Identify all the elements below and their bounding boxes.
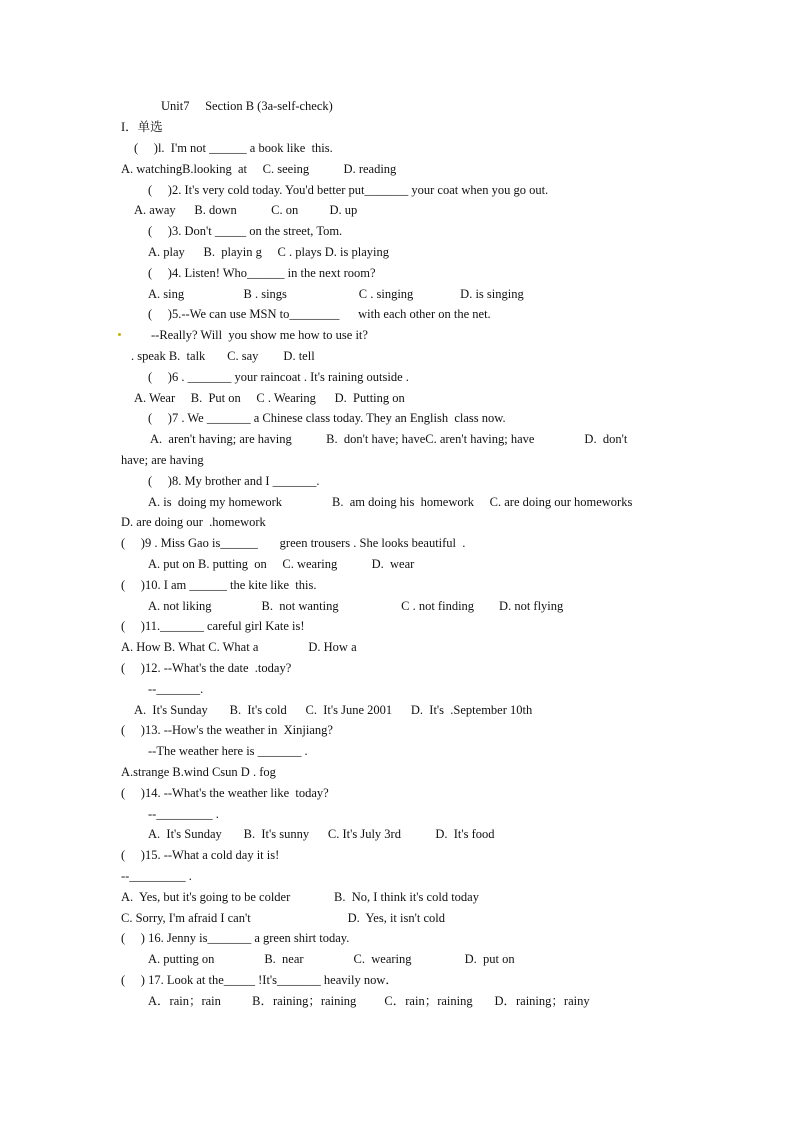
- q12-options: A. It's Sunday B. It's cold C. It's June 2001 D. It's .September 10th: [134, 703, 533, 717]
- q17-options: A．rain；rain B．raining；raining C．rain；raining D．raining；rainy: [148, 994, 590, 1008]
- page-title: Unit7 Section B (3a-self-check): [161, 99, 333, 113]
- q7-options: A. aren't having; are having B. don't have; haveC. aren't having; have D. don't: [150, 432, 628, 446]
- q4-options: A. sing B . sings C . singing D. is singing: [148, 287, 524, 301]
- q12-blank: --_______.: [148, 682, 204, 696]
- q4-stem: ( )4. Listen! Who______ in the next room?: [148, 266, 376, 280]
- q1-stem: ( )l. I'm not ______ a book like this.: [134, 141, 333, 155]
- q8-options: A. is doing my homework B. am doing his homework C. are doing our homeworks: [148, 495, 633, 509]
- q10-stem: ( )10. I am ______ the kite like this.: [121, 578, 317, 592]
- q6-stem: ( )6 . _______ your raincoat . It's raining outside .: [148, 370, 409, 384]
- q9-options: A. put on B. putting on C. wearing D. wear: [148, 557, 415, 571]
- q15-blank: --_________ .: [121, 869, 192, 883]
- q10-options: A. not liking B. not wanting C . not finding D. not flying: [148, 599, 564, 613]
- q3-options: A. play B. playin g C . plays D. is playing: [148, 245, 389, 259]
- q7-stem: ( )7 . We _______ a Chinese class today. They an English class now.: [148, 411, 506, 425]
- q13-stem: ( )13. --How's the weather in Xinjiang?: [121, 723, 333, 737]
- q5-options: . speak B. talk C. say D. tell: [131, 349, 315, 363]
- section-heading: I．单选: [121, 120, 163, 134]
- q14-blank: --_________ .: [148, 807, 219, 821]
- q2-options: A. away B. down C. on D. up: [134, 203, 358, 217]
- q9-stem: ( )9 . Miss Gao is______ green trousers . She looks beautiful .: [121, 536, 466, 550]
- q2-stem: ( )2. It's very cold today. You'd better put_______ your coat when you go out.: [148, 183, 549, 197]
- q6-options: A. Wear B. Put on C . Wearing D. Putting on: [134, 391, 405, 405]
- q3-stem: ( )3. Don't _____ on the street, Tom.: [148, 224, 343, 238]
- q8-options-cont: D. are doing our .homework: [121, 515, 266, 529]
- q16-stem: ( ) 16. Jenny is_______ a green shirt today.: [121, 931, 350, 945]
- q15-options: A. Yes, but it's going to be colder B. No, I think it's cold today: [121, 890, 479, 904]
- q14-options: A. It's Sunday B. It's sunny C. It's July 3rd D. It's food: [148, 827, 495, 841]
- q8-stem: ( )8. My brother and I _______.: [148, 474, 320, 488]
- q1-options: A. watchingB.looking at C. seeing D. reading: [121, 162, 397, 176]
- q11-options: A. How B. What C. What a D. How a: [121, 640, 357, 654]
- q5-stem: ( )5.--We can use MSN to________ with each other on the net.: [148, 307, 491, 321]
- q13-stem-2: --The weather here is _______ .: [148, 744, 308, 758]
- q15-options-cont: C. Sorry, I'm afraid I can't D. Yes, it isn't cold: [121, 911, 445, 925]
- q12-stem: ( )12. --What's the date .today?: [121, 661, 292, 675]
- q11-stem: ( )11._______ careful girl Kate is!: [121, 619, 305, 633]
- q13-options: A.strange B.wind Csun D . fog: [121, 765, 276, 779]
- q14-stem: ( )14. --What's the weather like today?: [121, 786, 329, 800]
- q5-stem-2: --Really? Will you show me how to use it?: [151, 328, 368, 342]
- q15-stem: ( )15. --What a cold day it is!: [121, 848, 280, 862]
- q16-options: A. putting on B. near C. wearing D. put on: [148, 952, 515, 966]
- q17-stem: ( ) 17. Look at the_____ !It's_______ heavily now．: [121, 973, 398, 987]
- q7-options-cont: have; are having: [121, 453, 204, 467]
- bullet-dot: [118, 333, 121, 336]
